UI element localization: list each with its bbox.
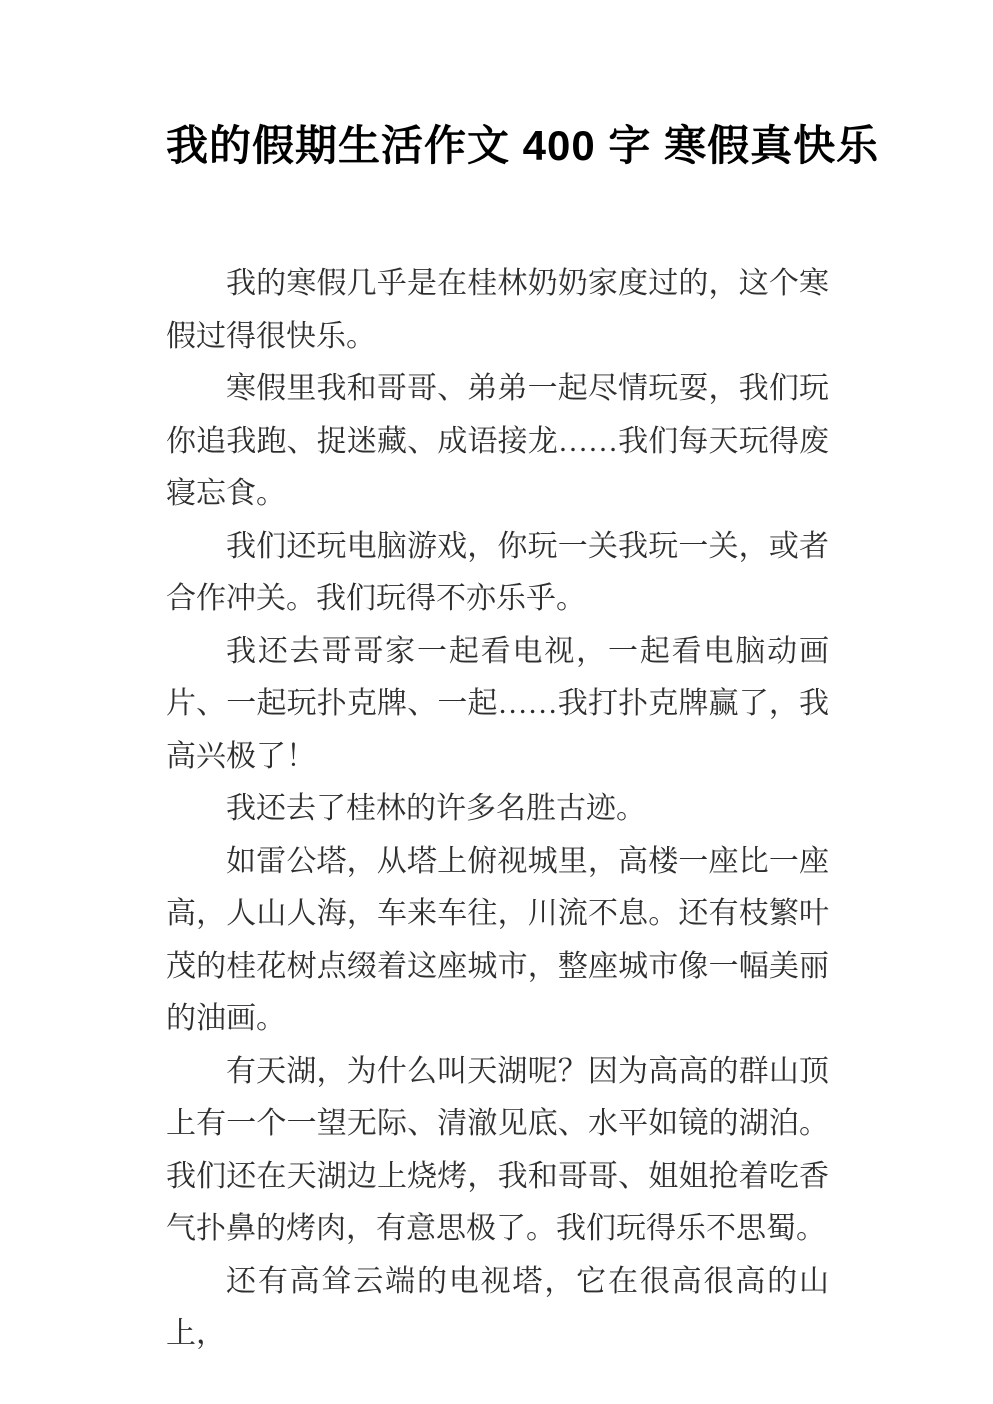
essay-paragraph: 我们还玩电脑游戏，你玩一关我玩一关，或者合作冲关。我们玩得不亦乐乎。 xyxy=(166,529,829,616)
essay-paragraph: 有天湖，为什么叫天湖呢？因为高高的群山顶上有一个一望无际、清澈见底、水平如镜的湖泊。我们还在天湖边上烧烤，我和哥哥、姐姐抢着吃香气扑鼻的烤肉，有意思极了。我们玩得乐不思蜀。 xyxy=(166,1054,829,1246)
essay-title: 我的假期生活作文 400 字 寒假真快乐 xyxy=(166,122,880,169)
essay-paragraph: 寒假里我和哥哥、弟弟一起尽情玩耍，我们玩你追我跑、捉迷藏、成语接龙……我们每天玩得废寝忘食。 xyxy=(166,372,829,511)
essay-paragraph: 如雷公塔，从塔上俯视城里，高楼一座比一座高，人山人海，车来车往，川流不息。还有枝繁叶茂的桂花树点缀着这座城市，整座城市像一幅美丽的油画。 xyxy=(166,844,829,1036)
essay-paragraph: 我的寒假几乎是在桂林奶奶家度过的，这个寒假过得很快乐。 xyxy=(166,267,829,353)
essay-paragraph: 我还去了桂林的许多名胜古迹。 xyxy=(226,792,646,826)
essay-paragraph: 还有高耸云端的电视塔，它在很高很高的山上， xyxy=(166,1264,829,1351)
essay-body xyxy=(166,258,829,1361)
essay-paragraph: 我还去哥哥家一起看电视，一起看电脑动画片、一起玩扑克牌、一起……我打扑克牌赢了，我高兴极了！ xyxy=(166,634,829,773)
